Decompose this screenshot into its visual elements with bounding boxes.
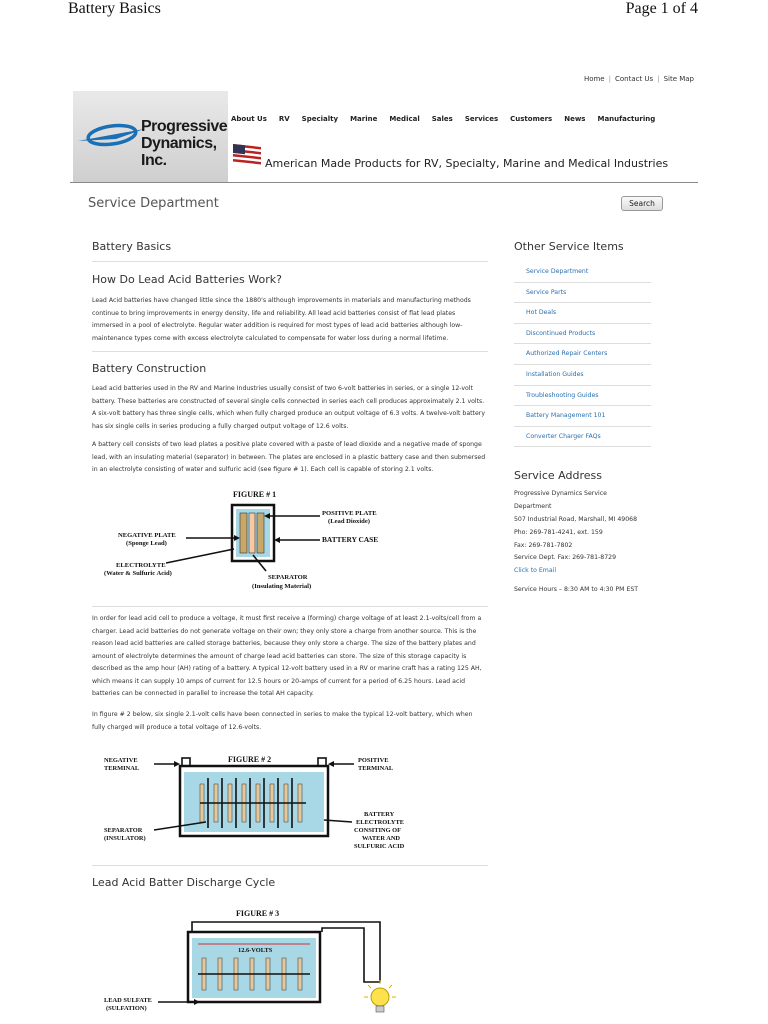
tagline: American Made Products for RV, Specialty, Marine and Medical Industries — [265, 157, 669, 170]
label-separator-sub: (Insulating Material) — [252, 583, 312, 590]
text-line: Lead acid batteries used in the RV and Marine Industries usually consist of two 6-volt batteries in series, or a single 12-volt — [92, 385, 473, 392]
nav-sales[interactable]: Sales — [431, 115, 453, 123]
sidebar-item-service-parts[interactable]: Service Parts — [514, 283, 651, 304]
address-line: Fax: 269-781-7802 — [514, 541, 573, 549]
positive-plate — [257, 513, 264, 553]
sidebar-item-service-department[interactable]: Service Department — [514, 262, 651, 283]
logo-swoosh-icon — [76, 121, 146, 161]
text-line: battery. These batteries are constructed of several single cells connected in series each cell produces approximately 2.1 volts. — [92, 397, 485, 405]
label-electrolyte-3: CONSITING OF — [354, 827, 402, 834]
logo-line-2: Dynamics, Inc. — [141, 135, 217, 169]
label-electrolyte-5: SULFURIC ACID — [354, 843, 405, 850]
separator — [249, 513, 255, 553]
paragraph — [92, 613, 482, 701]
page-title: Service Department — [88, 196, 219, 211]
ray — [368, 985, 371, 988]
sidebar-item-authorized-repair-centers[interactable]: Authorized Repair Centers — [514, 344, 651, 365]
sidebar-list — [514, 262, 651, 447]
text-line: A six-volt battery has three single cells, which when fully charged produce an output voltage of 6.3 volts. A twelve-volt battery — [92, 410, 485, 417]
figure-1-diagram — [98, 485, 388, 603]
sidebar-item-installation-guides[interactable]: Installation Guides — [514, 365, 651, 386]
figure-3-diagram — [96, 904, 426, 1024]
text-line: has six single cells in series producing a fully charged output voltage of 12.6 volts. — [92, 422, 349, 430]
text-line: reason lead acid batteries are called storage batteries, because they only store a charge. The size of the battery plates and — [92, 640, 476, 647]
label-positive: POSITIVE PLATE — [322, 510, 377, 517]
nav-news[interactable]: News — [564, 115, 586, 123]
text-line: in an electrolyte consisting of water and sulfuric acid (see figure # 1). Each cell is capable of storing 2.1 volts. — [92, 466, 434, 473]
divider — [92, 865, 488, 866]
sidebar-item-hot-deals[interactable]: Hot Deals — [514, 303, 651, 324]
bulb-base — [376, 1006, 384, 1012]
address-heading: Service Address — [514, 469, 602, 483]
paragraph — [92, 383, 485, 433]
site-map-link[interactable]: Site Map — [663, 75, 694, 83]
address-line: Service Dept. Fax: 269-781-8729 — [514, 554, 617, 562]
text-line: In order for lead acid cell to produce a voltage, it must first receive a (forming) charge voltage of at least 2.1-volts/cell from a — [92, 615, 482, 622]
text-line: lead, with an insulating material (separator) in between. The plates are enclosed in a plastic battery case and then submersed — [92, 453, 486, 461]
label-separator-sub: (INSULATOR) — [104, 835, 146, 842]
light-bulb-icon — [371, 988, 389, 1006]
contact-us-link[interactable]: Contact Us — [614, 75, 654, 83]
service-address — [514, 488, 654, 596]
figure-title: FIGURE # 1 — [233, 490, 277, 499]
figure-2-diagram — [96, 750, 426, 860]
label-sulfate: LEAD SULFATE — [104, 997, 152, 1004]
label-negative: NEGATIVE PLATE — [118, 532, 176, 539]
text-line: continue to bring improvements in energy density, life and reliability. All lead acid batteries consist of flat lead plates — [92, 309, 456, 317]
label-electrolyte: ELECTROLYTE — [116, 562, 166, 569]
paragraph — [92, 439, 485, 477]
sidebar — [514, 240, 654, 597]
figure-title: FIGURE # 3 — [236, 909, 280, 918]
divider: | — [657, 75, 660, 83]
label-positive-sub: (Lead Dioxide) — [328, 518, 370, 525]
label-sulfate-sub: (SULFATION) — [106, 1005, 147, 1012]
label-separator: SEPARATOR — [104, 827, 143, 834]
text-line: batteries can be connected in parallel to increase the total AH capacity. — [92, 690, 314, 697]
logo-text — [141, 118, 228, 169]
electrolyte — [184, 772, 324, 832]
divider — [92, 351, 488, 352]
text-line: immersed in a pool of electrolyte. Regular water addition is required for most types of lead acid batteries although low- — [92, 322, 463, 329]
pdf-page-number: Page 1 of 4 — [625, 0, 698, 17]
text-line: In figure # 2 below, six single 2.1-volt cells have been connected in series to make the typical 12-volt battery, which when — [92, 711, 473, 718]
negative-plate — [240, 513, 247, 553]
text-line: which means it can supply 10 amps of current for 12.5 hours or 20-amps of current for a period of 6.25 hours. Lead acid — [92, 677, 465, 685]
nav-manufacturing[interactable]: Manufacturing — [597, 115, 656, 123]
nav-services[interactable]: Services — [464, 115, 499, 123]
sidebar-item-converter-charger-faqs[interactable]: Converter Charger FAQs — [514, 427, 651, 448]
nav-customers[interactable]: Customers — [510, 115, 553, 123]
paragraph — [92, 709, 473, 734]
ray — [389, 985, 392, 988]
label-electrolyte-sub: (Water & Sulfuric Acid) — [104, 570, 172, 577]
label-electrolyte-1: BATTERY — [364, 811, 395, 818]
text-line: maintenance types come with excess electrolyte calculated to compensate for water loss during a normal lifetime. — [92, 334, 449, 342]
label-separator: SEPARATOR — [268, 574, 308, 581]
text-line: described as the amp hour (AH) rating of a battery. A typical 12-volt battery used in a RV or marine craft has a rating 125 AH, — [92, 665, 482, 672]
nav-medical[interactable]: Medical — [389, 115, 420, 123]
text-line: charger. Lead acid batteries do not generate voltage on their own; they only store a charge from another source. This is the — [92, 627, 477, 635]
article-title: Battery Basics — [92, 240, 172, 253]
sidebar-item-troubleshooting-guides[interactable]: Troubleshooting Guides — [514, 386, 651, 407]
paragraph — [92, 295, 471, 345]
label-pos-terminal-sub: TERMINAL — [358, 765, 394, 772]
nav-about-us[interactable]: About Us — [231, 115, 267, 123]
service-hours: Service Hours – 8:30 AM to 4:30 PM EST — [514, 585, 639, 593]
sidebar-item-discontinued-products[interactable]: Discontinued Products — [514, 324, 651, 345]
address-line: Pho: 269-781-4241, ext. 159 — [514, 528, 603, 536]
divider — [92, 261, 488, 262]
label-electrolyte-4: WATER AND — [362, 835, 401, 842]
label-pos-terminal: POSITIVE — [358, 757, 389, 764]
text-line: A battery cell consists of two lead plates a positive plate covered with a paste of lead dioxide and a negative made of sponge — [92, 441, 482, 448]
label-neg-terminal-sub: TERMINAL — [104, 765, 140, 772]
logo[interactable] — [73, 91, 228, 182]
text-line: fully charged will produce a total voltage of 12.6-volts. — [92, 723, 262, 731]
address-line: 507 Industrial Road, Marshall, MI 49068 — [514, 515, 638, 523]
address-line: Progressive Dynamics Service — [514, 490, 607, 498]
logo-line-1: Progressive — [141, 118, 228, 135]
nav-specialty[interactable]: Specialty — [301, 115, 339, 123]
main-nav — [231, 115, 667, 123]
top-links — [584, 75, 694, 83]
divider — [92, 606, 488, 607]
nav-marine[interactable]: Marine — [350, 115, 378, 123]
label-case: BATTERY CASE — [322, 535, 379, 544]
search-button[interactable]: Search — [621, 196, 663, 211]
header-divider — [70, 182, 698, 183]
section-heading-construction: Battery Construction — [92, 362, 207, 375]
email-link[interactable]: Click to Email — [514, 567, 557, 575]
us-flag-icon — [233, 143, 261, 167]
figure-title: FIGURE # 2 — [228, 755, 272, 764]
home-link[interactable]: Home — [583, 75, 605, 83]
label-neg-terminal: NEGATIVE — [104, 757, 138, 764]
pdf-title: Battery Basics — [68, 0, 161, 17]
label-electrolyte-2: ELECTROLYTE — [356, 819, 405, 826]
address-line: Department — [514, 503, 552, 511]
nav-rv[interactable]: RV — [278, 115, 290, 123]
label-negative-sub: (Sponge Lead) — [126, 540, 167, 547]
sidebar-heading: Other Service Items — [514, 240, 624, 253]
text-line: Lead Acid batteries have changed little since the 1880's although improvements in materials and manufacturing methods — [92, 297, 471, 304]
divider: | — [608, 75, 611, 83]
text-line: amount of electrolyte determines the amount of charge lead acid batteries can store. The size of this storage capacity is — [92, 652, 467, 660]
arrow — [166, 549, 234, 563]
section-heading-discharge: Lead Acid Batter Discharge Cycle — [92, 876, 276, 889]
circuit-wire — [322, 928, 380, 982]
sidebar-item-battery-management[interactable]: Battery Management 101 — [514, 406, 651, 427]
section-heading-how-work: How Do Lead Acid Batteries Work? — [92, 273, 282, 286]
voltage-label: 12.6-VOLTS — [238, 947, 273, 954]
